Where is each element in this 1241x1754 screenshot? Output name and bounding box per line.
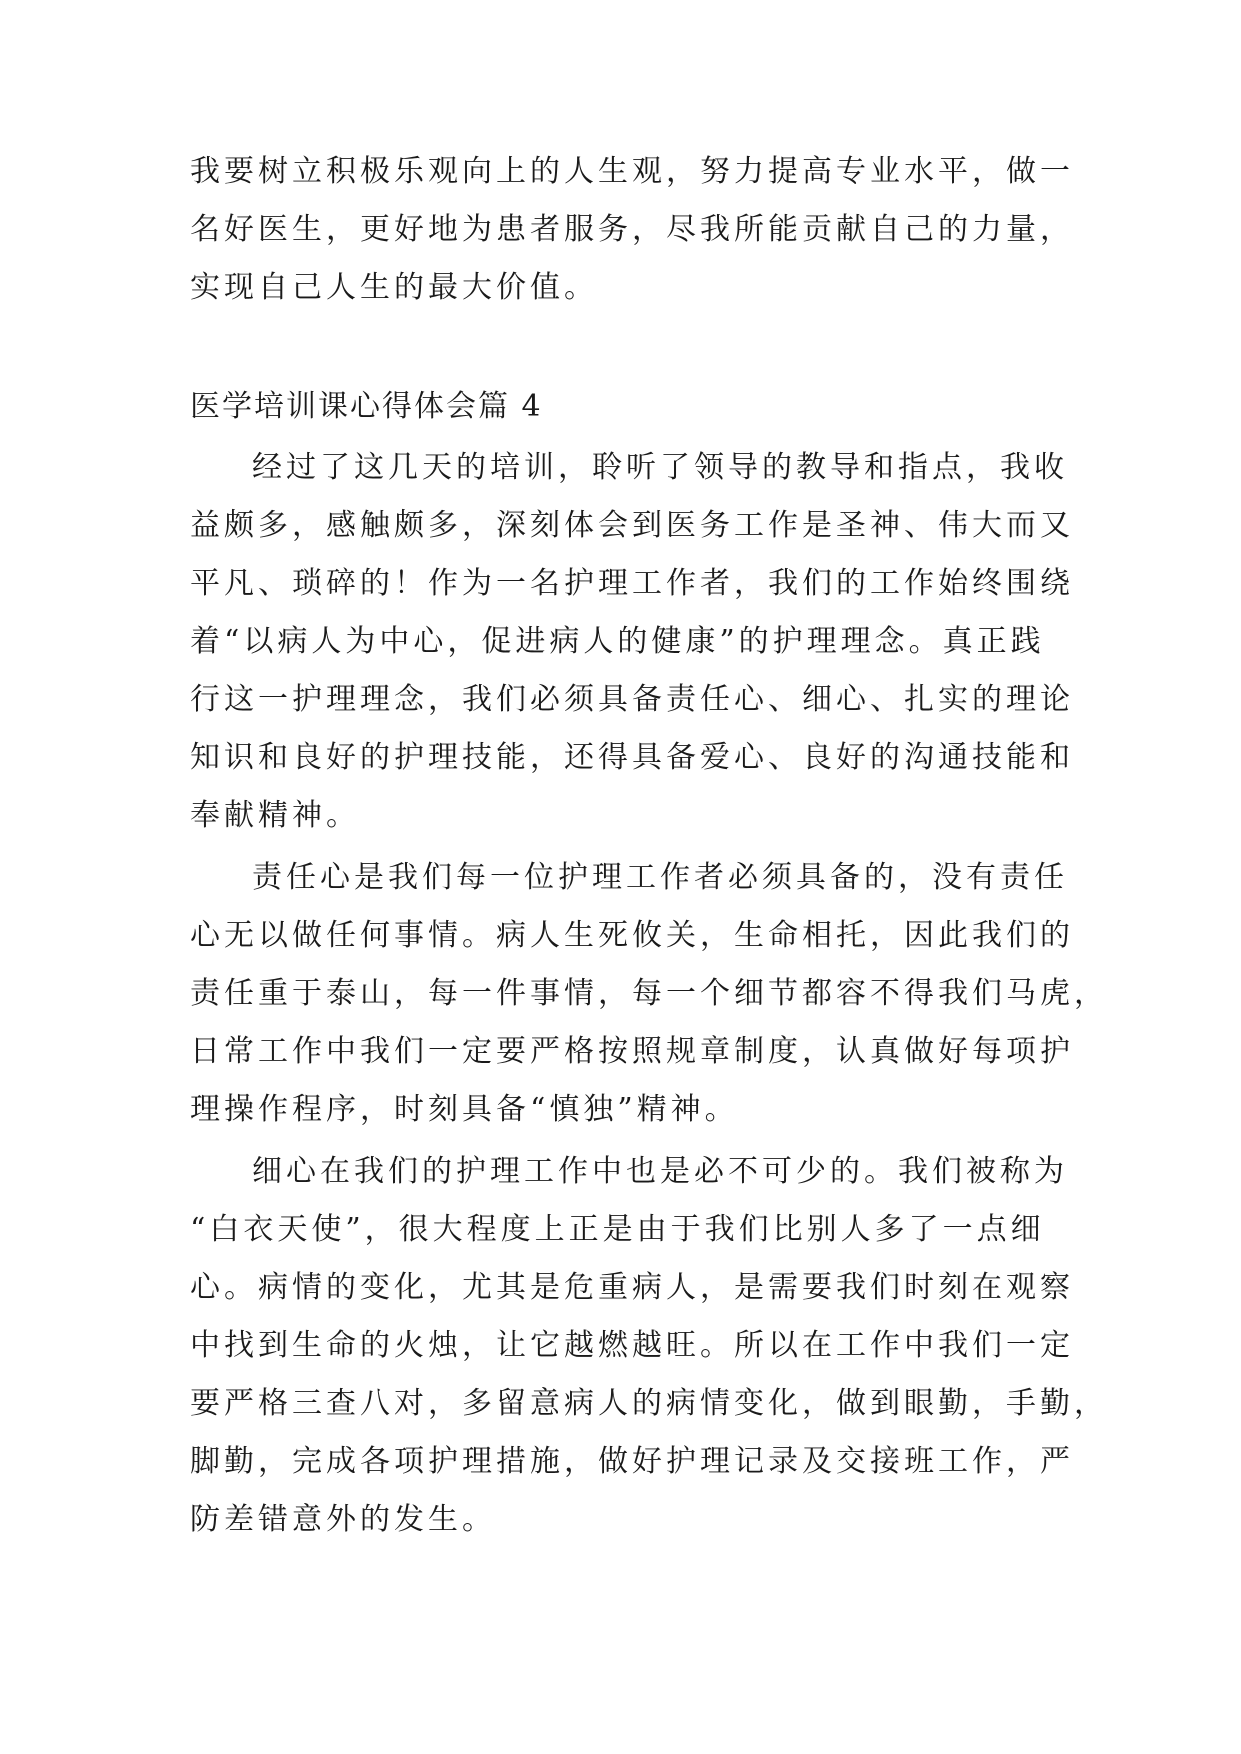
intro-line-1: 我要树立积极乐观向上的人生观，努力提高专业水平，做一 — [190, 154, 1074, 189]
intro-line-2: 名好医生，更好地为患者服务，尽我所能贡献自己的力量， — [190, 212, 1074, 247]
paragraph-3-line-6: 脚勤，完成各项护理措施，做好护理记录及交接班工作，严 — [190, 1444, 1074, 1479]
paragraph-3-line-1: 细心在我们的护理工作中也是必不可少的。我们被称为 — [252, 1154, 1068, 1189]
paragraph-1-line-3: 平凡、琐碎的！作为一名护理工作者，我们的工作始终围绕 — [190, 566, 1074, 601]
paragraph-2-line-3: 责任重于泰山，每一件事情，每一个细节都容不得我们马虎， — [190, 976, 1108, 1011]
paragraph-1-line-6: 知识和良好的护理技能，还得具备爱心、良好的沟通技能和 — [190, 740, 1074, 775]
paragraph-1-line-4: 着“以病人为中心，促进病人的健康”的护理理念。真正践 — [190, 624, 1045, 659]
paragraph-3-line-3: 心。病情的变化，尤其是危重病人，是需要我们时刻在观察 — [190, 1270, 1074, 1305]
paragraph-2-line-1: 责任心是我们每一位护理工作者必须具备的，没有责任 — [252, 860, 1068, 895]
paragraph-3-line-2: “白衣天使”，很大程度上正是由于我们比别人多了一点细 — [190, 1212, 1045, 1247]
paragraph-2-line-4: 日常工作中我们一定要严格按照规章制度，认真做好每项护 — [190, 1034, 1074, 1069]
section-title: 医学培训课心得体会篇 4 — [190, 389, 543, 424]
paragraph-3-line-4: 中找到生命的火烛，让它越燃越旺。所以在工作中我们一定 — [190, 1328, 1074, 1363]
paragraph-2-line-5: 理操作程序，时刻具备“慎独”精神。 — [190, 1092, 739, 1127]
paragraph-1-line-5: 行这一护理理念，我们必须具备责任心、细心、扎实的理论 — [190, 682, 1074, 717]
paragraph-3-line-5: 要严格三查八对，多留意病人的病情变化，做到眼勤，手勤， — [190, 1386, 1108, 1421]
paragraph-2-line-2: 心无以做任何事情。病人生死攸关，生命相托，因此我们的 — [190, 918, 1074, 953]
paragraph-1-line-2: 益颇多，感触颇多，深刻体会到医务工作是圣神、伟大而又 — [190, 508, 1074, 543]
paragraph-1-line-1: 经过了这几天的培训，聆听了领导的教导和指点，我收 — [252, 450, 1068, 485]
intro-line-3: 实现自己人生的最大价值。 — [190, 270, 598, 305]
paragraph-1-line-7: 奉献精神。 — [190, 798, 360, 833]
paragraph-3-line-7: 防差错意外的发生。 — [190, 1502, 496, 1537]
